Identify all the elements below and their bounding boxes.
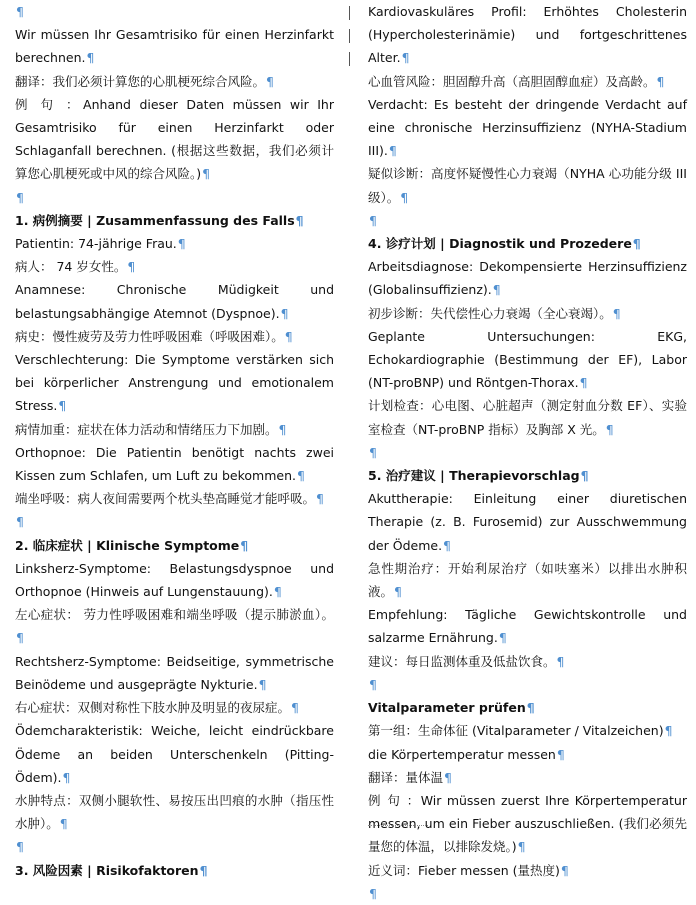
pilcrow-mark: ¶: [240, 537, 249, 553]
change-bar: [349, 52, 350, 66]
paragraph: [368, 0, 687, 70]
paragraph-text: 疑似诊断：高度怀疑慢性心力衰竭（NYHA 心功能分级 III 级）。: [368, 166, 687, 205]
paragraph-text: 初步诊断：失代偿性心力衰竭（全心衰竭）。: [368, 305, 612, 321]
paragraph: [15, 719, 334, 789]
paragraph: [368, 302, 687, 325]
empty-paragraph: [368, 882, 687, 905]
pilcrow-mark: ¶: [59, 816, 68, 832]
paragraph-text: Verschlechterung: Die Symptome verstärken sich bei körperlicher Anstrengung und emotionalem Stress.: [15, 352, 334, 414]
pilcrow-mark: ¶: [580, 468, 589, 484]
pilcrow-mark: ¶: [444, 769, 452, 785]
paragraph-text: 水肿特点：双侧小腿软性、易按压出凹痕的水肿（指压性水肿）。: [15, 792, 334, 832]
pilcrow-mark: ¶: [202, 166, 211, 182]
paragraph-text: Ödemcharakteristik: Weiche, leicht eindrückbare Ödeme an beiden Unterschenkeln (Pitting-Ödem).: [15, 723, 334, 785]
pilcrow-mark: ¶: [16, 514, 24, 530]
paragraph-text: 病史：慢性疲劳及劳力性呼吸困难（呼吸困难）。: [15, 328, 284, 344]
paragraph-text: 端坐呼吸：病人夜间需要两个枕头垫高睡觉才能呼吸。: [15, 491, 316, 507]
pilcrow-mark: ¶: [273, 584, 282, 600]
paragraph-text: 右心症状：双侧对称性下肢水肿及明显的夜尿症。: [15, 700, 291, 716]
paragraph: [15, 278, 334, 324]
pilcrow-mark: ¶: [394, 584, 402, 600]
pilcrow-mark: ¶: [556, 746, 565, 762]
empty-paragraph: [15, 186, 334, 209]
paragraph-text: Geplante Untersuchungen: EKG, Echokardiographie (Bestimmung der EF), Labor (NT-proBNP) und Röntgen-Thorax.: [368, 328, 687, 391]
pilcrow-mark: ¶: [127, 259, 136, 275]
paragraph: [368, 859, 687, 882]
paragraph: [15, 70, 334, 93]
cut-off-line: [368, 818, 448, 828]
paragraph-text: 3. 风险因素 | Risikofaktoren: [15, 862, 199, 878]
pilcrow-mark: ¶: [284, 328, 293, 344]
pilcrow-mark: ¶: [632, 236, 641, 252]
pilcrow-mark: ¶: [612, 305, 621, 321]
pilcrow-mark: ¶: [266, 73, 274, 89]
empty-paragraph: [15, 835, 334, 858]
pilcrow-mark: ¶: [58, 398, 67, 414]
pilcrow-mark: ¶: [498, 630, 507, 646]
empty-paragraph: [15, 510, 334, 533]
paragraph: [15, 93, 334, 186]
paragraph: [368, 557, 687, 603]
paragraph-text: 心血管风险：胆固醇升高（高胆固醇血症）及高龄。: [368, 73, 656, 89]
pilcrow-mark: ¶: [280, 305, 289, 321]
paragraph: [368, 487, 687, 557]
paragraph-text: Anamnese: Chronische Müdigkeit und belastungsabhängige Atemnot (Dyspnoe).: [15, 282, 334, 321]
pilcrow-mark: ¶: [295, 212, 304, 228]
pilcrow-mark: ¶: [556, 653, 565, 669]
paragraph: [368, 719, 687, 742]
paragraph: [15, 557, 334, 603]
paragraph-text: 计划检查：心电图、心脏超声（测定射血分数 EF）、实验室检查（NT-proBNP 指标）及胸部 X 光。: [368, 398, 687, 437]
paragraph-text: 2. 临床症状 | Klinische Symptome: [15, 537, 240, 553]
paragraph: [368, 394, 687, 440]
pilcrow-mark: ¶: [369, 676, 377, 692]
empty-paragraph: [15, 0, 334, 23]
section-heading: [368, 464, 687, 487]
paragraph: [368, 325, 687, 395]
paragraph: [15, 696, 334, 719]
pilcrow-mark: ¶: [400, 189, 409, 205]
paragraph-text: Arbeitsdiagnose: Dekompensierte Herzinsuffizienz (Globalinsuffizienz).: [368, 259, 687, 298]
paragraph-text: 急性期治疗：开始利尿治疗（如呋塞米）以排出水肿积液。: [368, 560, 687, 600]
paragraph-text: Kardiovaskuläres Profil: Erhöhtes Cholesterin (Hypercholesterinämie) und fortgeschrittenes Alter.: [368, 4, 687, 66]
paragraph-text: 例 句 ：Wir müssen zuerst Ihre Körpertemperatur messen, um ein Fieber auszuschließen. (我们必须先量您的体温，以排除发烧。): [368, 792, 687, 855]
paragraph-text: 翻译：量体温: [368, 769, 444, 785]
paragraph-text: Verdacht: Es besteht der dringende Verdacht auf eine chronische Herzinsuffizienz (NYHA-Stadium III).: [368, 96, 687, 159]
paragraph-text: 4. 诊疗计划 | Diagnostik und Prozedere: [368, 236, 632, 252]
paragraph: [15, 418, 334, 441]
pilcrow-mark: ¶: [297, 468, 305, 484]
pilcrow-mark: ¶: [16, 839, 24, 855]
pilcrow-mark: ¶: [388, 143, 397, 159]
paragraph-text: 翻译：我们必须计算您的心肌梗死综合风险。: [15, 73, 266, 89]
paragraph: [368, 162, 687, 208]
paragraph-text: 5. 治疗建议 | Therapievorschlag: [368, 468, 580, 484]
section-heading: [368, 696, 687, 719]
paragraph-text: 1. 病例摘要 | Zusammenfassung des Falls: [15, 212, 295, 228]
paragraph-text: Empfehlung: Tägliche Gewichtskontrolle und salzarme Ernährung.: [368, 607, 687, 646]
pilcrow-mark: ¶: [86, 50, 95, 66]
paragraph: [368, 93, 687, 163]
pilcrow-mark: ¶: [369, 212, 377, 228]
paragraph: [368, 743, 687, 766]
pilcrow-mark: ¶: [369, 885, 377, 901]
paragraph-text: Vitalparameter prüfen: [368, 700, 526, 716]
paragraph: [15, 348, 334, 418]
paragraph-text: Patientin: 74-jährige Frau.: [15, 236, 177, 252]
pilcrow-mark: ¶: [656, 73, 665, 89]
empty-paragraph: [368, 441, 687, 464]
paragraph-text: Linksherz-Symptome: Belastungsdyspnoe und Orthopnoe (Hinweis auf Lungenstauung).: [15, 560, 334, 600]
pilcrow-mark: ¶: [316, 491, 324, 507]
section-heading: [15, 209, 334, 232]
paragraph: [15, 487, 334, 510]
pilcrow-mark: ¶: [16, 630, 24, 646]
pilcrow-mark: ¶: [16, 4, 24, 19]
pilcrow-mark: ¶: [664, 723, 673, 739]
paragraph-text: 病人： 74 岁女性。: [15, 259, 127, 275]
paragraph: [368, 70, 687, 93]
paragraph-text: 例 句 ：Anhand dieser Daten müssen wir Ihr Gesamtrisiko für einen Herzinfarkt oder Schlaganfall berechnen. (根据这些数据，我们必须计算您心肌梗死或中风的综合风险。): [15, 96, 334, 182]
empty-paragraph: [368, 673, 687, 696]
pilcrow-mark: ¶: [369, 444, 377, 460]
paragraph: [15, 232, 334, 255]
pilcrow-mark: ¶: [62, 769, 71, 785]
pilcrow-mark: ¶: [177, 236, 186, 252]
paragraph: [15, 255, 334, 278]
paragraph: [368, 650, 687, 673]
paragraph-text: Orthopnoe: Die Patientin benötigt nachts zwei Kissen zum Schlafen, um Luft zu bekommen.: [15, 444, 334, 484]
paragraph-text: 第一组：生命体征 (Vitalparameter / Vitalzeichen): [368, 723, 664, 739]
paragraph: [15, 23, 334, 69]
right-column: [368, 0, 687, 905]
section-heading: [15, 859, 334, 882]
left-column: [15, 0, 334, 882]
pilcrow-mark: ¶: [526, 700, 535, 716]
pilcrow-mark: ¶: [443, 537, 451, 553]
pilcrow-mark: ¶: [560, 862, 569, 878]
paragraph: [15, 650, 334, 696]
pilcrow-mark: ¶: [401, 50, 410, 66]
paragraph: [15, 325, 334, 348]
paragraph-text: 建议：每日监测体重及低盐饮食。: [368, 653, 556, 669]
paragraph-text: 左心症状： 劳力性呼吸困难和端坐呼吸（提示肺淤血）。: [15, 607, 334, 623]
paragraph: [368, 603, 687, 649]
pilcrow-mark: ¶: [579, 375, 588, 391]
pilcrow-mark: ¶: [258, 676, 267, 692]
pilcrow-mark: ¶: [16, 189, 24, 205]
change-bar: [349, 6, 350, 20]
section-heading: [368, 232, 687, 255]
paragraph-text: Rechtsherz-Symptome: Beidseitige, symmetrische Beinödeme und ausgeprägte Nykturie.: [15, 653, 334, 692]
paragraph-text: die Körpertemperatur messen: [368, 746, 556, 762]
paragraph-text: 近义词：Fieber messen (量热度): [368, 862, 560, 878]
paragraph: [15, 603, 334, 649]
paragraph: [15, 441, 334, 487]
pilcrow-mark: ¶: [291, 700, 299, 716]
pilcrow-mark: ¶: [278, 421, 287, 437]
paragraph: [15, 789, 334, 835]
paragraph-text: Akuttherapie: Einleitung einer diuretischen Therapie (z. B. Furosemid) zur Ausschwemmung der Ödeme.: [368, 491, 687, 553]
pilcrow-mark: ¶: [492, 282, 501, 298]
paragraph-text: Wir müssen Ihr Gesamtrisiko für einen Herzinfarkt berechnen.: [15, 27, 334, 66]
paragraph: [368, 255, 687, 301]
paragraph-text: 病情加重：症状在体力活动和情绪压力下加剧。: [15, 421, 278, 437]
pilcrow-mark: ¶: [517, 839, 526, 855]
paragraph: [368, 766, 687, 789]
empty-paragraph: [368, 209, 687, 232]
change-bar: [349, 29, 350, 43]
section-heading: [15, 534, 334, 557]
pilcrow-mark: ¶: [199, 862, 208, 878]
pilcrow-mark: ¶: [605, 421, 614, 437]
